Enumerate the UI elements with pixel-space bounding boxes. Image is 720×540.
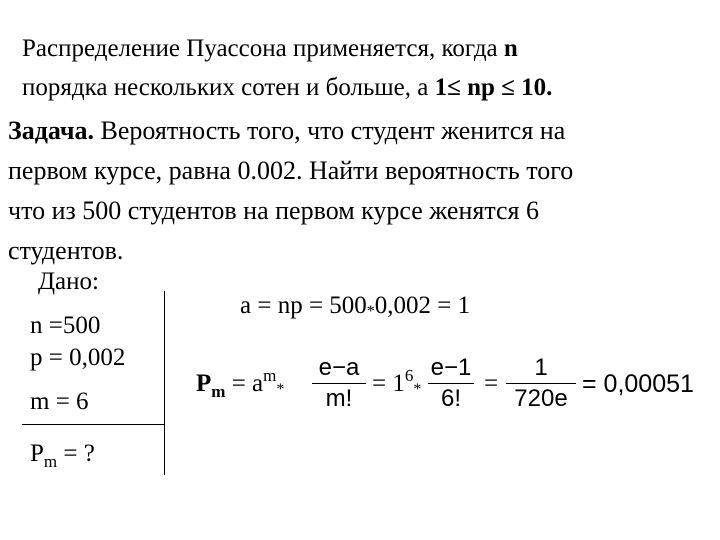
- given-p: p = 0,002: [30, 344, 126, 371]
- fraction-3-bar: [506, 383, 576, 384]
- pm-one-exp: 6: [404, 366, 414, 385]
- intro-n: n: [503, 35, 518, 62]
- pm-eq-1: = 1: [372, 370, 405, 397]
- a-formula-star: *: [366, 303, 375, 320]
- pm-a-exp: m: [263, 366, 277, 385]
- given-p-sub: m: [43, 452, 58, 471]
- a-formula-right: 0,002 = 1: [374, 292, 471, 319]
- given-question: [30, 440, 95, 471]
- intro-condition: 1≤ np ≤ 10.: [434, 74, 553, 101]
- given-vertical-divider: [164, 291, 165, 475]
- fraction-2-numerator: e−1: [430, 354, 472, 381]
- given-title: Дано:: [38, 268, 99, 295]
- fraction-3-denominator: 720e: [514, 385, 568, 412]
- intro-line-2: [22, 74, 552, 102]
- pm-symbol: P: [196, 370, 212, 397]
- fraction-1-bar: [312, 383, 366, 384]
- given-m: m = 6: [30, 388, 89, 415]
- fraction-1-denominator: m!: [325, 385, 353, 412]
- task-line-2: первом курсе, равна 0.002. Найти вероятность того: [8, 156, 574, 185]
- given-p-question: = ?: [57, 440, 95, 467]
- task-text-1: Вероятность того, что студент женится на: [94, 116, 566, 145]
- fraction-1-numerator: e−a: [318, 354, 360, 381]
- a-formula: [240, 292, 470, 320]
- pm-eq-a: = a: [225, 370, 264, 397]
- task-label: Задача.: [8, 116, 94, 145]
- intro-text-2: порядка нескольких сотен и больше, а: [22, 74, 435, 101]
- pm-formula-lhs: [196, 366, 285, 401]
- fraction-2-bar: [428, 383, 474, 384]
- pm-star-1: *: [276, 381, 285, 398]
- fraction-3: [506, 354, 576, 413]
- task-line-1: [8, 116, 565, 146]
- pm-star-2: *: [413, 381, 422, 398]
- intro-text-1: Распределение Пуассона применяется, когда: [22, 35, 504, 62]
- fraction-2: [428, 354, 474, 413]
- fraction-2-denominator: 6!: [440, 385, 461, 412]
- a-formula-left: a = np = 500: [240, 292, 367, 319]
- pm-formula-mid: [372, 366, 422, 398]
- given-p-symbol: P: [30, 440, 44, 467]
- given-n: n =500: [30, 312, 101, 339]
- pm-result: = 0,00051: [582, 370, 694, 398]
- pm-sub: m: [211, 382, 226, 401]
- task-line-4: студентов.: [8, 236, 124, 265]
- task-line-3: что из 500 студентов на первом курсе женятся 6: [8, 196, 540, 225]
- fraction-1: [312, 354, 366, 413]
- intro-line-1: [22, 35, 518, 63]
- pm-eq-2: =: [484, 370, 499, 397]
- fraction-3-numerator: 1: [534, 354, 548, 381]
- given-horizontal-divider: [22, 424, 165, 425]
